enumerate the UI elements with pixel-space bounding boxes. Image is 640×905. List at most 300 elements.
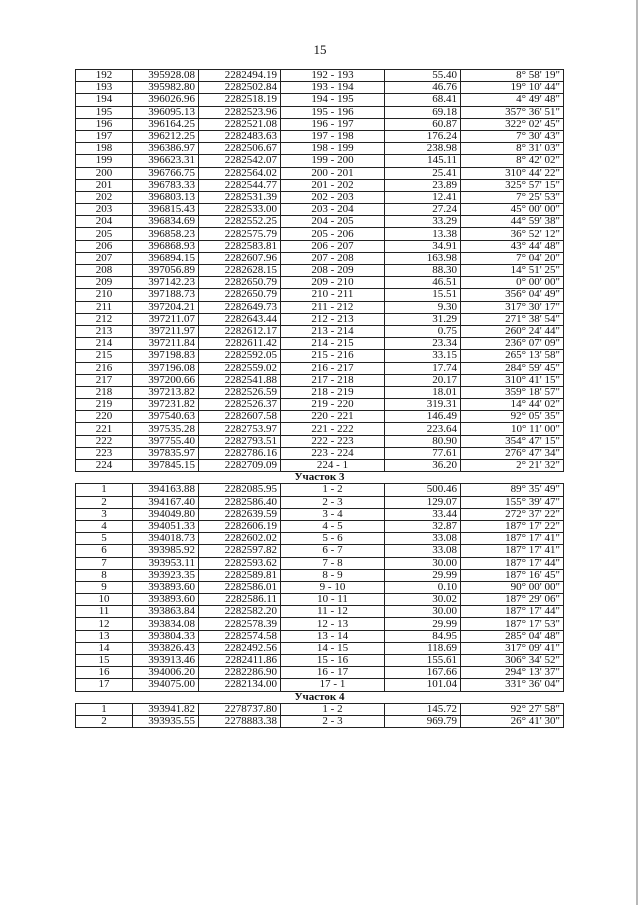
length: 23.89 (385, 179, 461, 191)
segment: 197 - 198 (281, 130, 385, 142)
table-row (76, 191, 564, 203)
length: 69.18 (385, 106, 461, 118)
x-coordinate: 397211.07 (133, 313, 199, 325)
y-coordinate: 2282134.00 (199, 679, 281, 691)
y-coordinate: 2282533.00 (199, 204, 281, 216)
point-number: 220 (76, 411, 133, 423)
x-coordinate: 393804.33 (133, 630, 199, 642)
y-coordinate: 2282492.56 (199, 642, 281, 654)
length: 29.99 (385, 569, 461, 581)
length: 15.51 (385, 289, 461, 301)
table-row (76, 252, 564, 264)
table-row (76, 679, 564, 691)
length: 9.30 (385, 301, 461, 313)
x-coordinate: 397835.97 (133, 447, 199, 459)
y-coordinate: 2282612.17 (199, 325, 281, 337)
segment: 201 - 202 (281, 179, 385, 191)
direction-angle: 92° 05' 35" (461, 411, 564, 423)
point-number: 10 (76, 594, 133, 606)
section-title: Участок 4 (76, 691, 564, 703)
direction-angle: 10° 11' 00" (461, 423, 564, 435)
table-row (76, 82, 564, 94)
table-row (76, 533, 564, 545)
point-number: 2 (76, 715, 133, 727)
segment: 14 - 15 (281, 642, 385, 654)
point-number: 208 (76, 265, 133, 277)
length: 46.76 (385, 82, 461, 94)
x-coordinate: 397196.08 (133, 362, 199, 374)
segment: 16 - 17 (281, 667, 385, 679)
direction-angle: 155° 39' 47" (461, 496, 564, 508)
point-number: 13 (76, 630, 133, 642)
direction-angle: 285° 04' 48" (461, 630, 564, 642)
point-number: 8 (76, 569, 133, 581)
point-number: 14 (76, 642, 133, 654)
x-coordinate: 394018.73 (133, 533, 199, 545)
point-number: 204 (76, 216, 133, 228)
length: 25.41 (385, 167, 461, 179)
point-number: 12 (76, 618, 133, 630)
direction-angle: 317° 09' 41" (461, 642, 564, 654)
direction-angle: 187° 17' 53" (461, 618, 564, 630)
segment: 220 - 221 (281, 411, 385, 423)
segment: 202 - 203 (281, 191, 385, 203)
y-coordinate: 2282575.79 (199, 228, 281, 240)
x-coordinate: 396868.93 (133, 240, 199, 252)
table-row (76, 301, 564, 313)
segment: 6 - 7 (281, 545, 385, 557)
x-coordinate: 396803.13 (133, 191, 199, 203)
point-number: 200 (76, 167, 133, 179)
table-row (76, 350, 564, 362)
length: 27.24 (385, 204, 461, 216)
table-row (76, 179, 564, 191)
table-row (76, 703, 564, 715)
y-coordinate: 2282552.25 (199, 216, 281, 228)
length: 55.40 (385, 70, 461, 82)
y-coordinate: 2282523.96 (199, 106, 281, 118)
y-coordinate: 2282582.20 (199, 606, 281, 618)
direction-angle: 306° 34' 52" (461, 655, 564, 667)
segment: 208 - 209 (281, 265, 385, 277)
length: 46.51 (385, 277, 461, 289)
direction-angle: 7° 30' 43" (461, 130, 564, 142)
length: 33.44 (385, 508, 461, 520)
x-coordinate: 397142.23 (133, 277, 199, 289)
direction-angle: 331° 36' 04" (461, 679, 564, 691)
segment: 210 - 211 (281, 289, 385, 301)
y-coordinate: 2282709.09 (199, 460, 281, 472)
table-row (76, 313, 564, 325)
point-number: 201 (76, 179, 133, 191)
x-coordinate: 394163.88 (133, 484, 199, 496)
table-row (76, 496, 564, 508)
direction-angle: 271° 38' 54" (461, 313, 564, 325)
y-coordinate: 2282578.39 (199, 618, 281, 630)
point-number: 1 (76, 703, 133, 715)
point-number: 192 (76, 70, 133, 82)
y-coordinate: 2282526.37 (199, 399, 281, 411)
point-number: 207 (76, 252, 133, 264)
direction-angle: 284° 59' 45" (461, 362, 564, 374)
direction-angle: 322° 02' 45" (461, 118, 564, 130)
length: 12.41 (385, 191, 461, 203)
table-row (76, 130, 564, 142)
x-coordinate: 396623.31 (133, 155, 199, 167)
segment: 9 - 10 (281, 581, 385, 593)
table-row (76, 423, 564, 435)
y-coordinate: 2282592.05 (199, 350, 281, 362)
segment: 7 - 8 (281, 557, 385, 569)
x-coordinate: 393953.11 (133, 557, 199, 569)
segment: 218 - 219 (281, 386, 385, 398)
x-coordinate: 393893.60 (133, 581, 199, 593)
direction-angle: 45° 00' 00" (461, 204, 564, 216)
table-row (76, 386, 564, 398)
table-row (76, 277, 564, 289)
x-coordinate: 396815.43 (133, 204, 199, 216)
segment: 223 - 224 (281, 447, 385, 459)
y-coordinate: 2282544.77 (199, 179, 281, 191)
x-coordinate: 396858.23 (133, 228, 199, 240)
length: 33.08 (385, 533, 461, 545)
scan-edge (636, 0, 638, 905)
point-number: 9 (76, 581, 133, 593)
segment: 204 - 205 (281, 216, 385, 228)
x-coordinate: 394075.00 (133, 679, 199, 691)
point-number: 199 (76, 155, 133, 167)
table-row (76, 155, 564, 167)
y-coordinate: 2282559.02 (199, 362, 281, 374)
direction-angle: 187° 16' 45" (461, 569, 564, 581)
length: 17.74 (385, 362, 461, 374)
x-coordinate: 397198.83 (133, 350, 199, 362)
x-coordinate: 394006.20 (133, 667, 199, 679)
point-number: 219 (76, 399, 133, 411)
y-coordinate: 2278883.38 (199, 715, 281, 727)
segment: 199 - 200 (281, 155, 385, 167)
y-coordinate: 2282639.59 (199, 508, 281, 520)
table-row (76, 447, 564, 459)
table-row (76, 106, 564, 118)
table-row (76, 545, 564, 557)
x-coordinate: 397188.73 (133, 289, 199, 301)
length: 163.98 (385, 252, 461, 264)
direction-angle: 359° 18' 57" (461, 386, 564, 398)
direction-angle: 310° 41' 15" (461, 374, 564, 386)
table-row (76, 594, 564, 606)
table-row (76, 484, 564, 496)
table-row (76, 70, 564, 82)
table-row (76, 240, 564, 252)
direction-angle: 26° 41' 30" (461, 715, 564, 727)
x-coordinate: 397213.82 (133, 386, 199, 398)
direction-angle: 294° 13' 37" (461, 667, 564, 679)
direction-angle: 187° 29' 06" (461, 594, 564, 606)
segment: 4 - 5 (281, 520, 385, 532)
point-number: 214 (76, 338, 133, 350)
length: 223.64 (385, 423, 461, 435)
length: 36.20 (385, 460, 461, 472)
direction-angle: 187° 17' 41" (461, 545, 564, 557)
y-coordinate: 2282586.01 (199, 581, 281, 593)
point-number: 215 (76, 350, 133, 362)
point-number: 16 (76, 667, 133, 679)
y-coordinate: 2282494.19 (199, 70, 281, 82)
x-coordinate: 397204.21 (133, 301, 199, 313)
direction-angle: 354° 47' 15" (461, 435, 564, 447)
x-coordinate: 397231.82 (133, 399, 199, 411)
point-number: 198 (76, 143, 133, 155)
point-number: 197 (76, 130, 133, 142)
y-coordinate: 2282650.79 (199, 289, 281, 301)
direction-angle: 90° 00' 00" (461, 581, 564, 593)
y-coordinate: 2282607.58 (199, 411, 281, 423)
length: 33.29 (385, 216, 461, 228)
direction-angle: 14° 51' 25" (461, 265, 564, 277)
length: 118.69 (385, 642, 461, 654)
point-number: 3 (76, 508, 133, 520)
length: 0.75 (385, 325, 461, 337)
x-coordinate: 393985.92 (133, 545, 199, 557)
segment: 224 - 1 (281, 460, 385, 472)
x-coordinate: 393834.08 (133, 618, 199, 630)
point-number: 209 (76, 277, 133, 289)
point-number: 196 (76, 118, 133, 130)
y-coordinate: 2282589.81 (199, 569, 281, 581)
point-number: 222 (76, 435, 133, 447)
y-coordinate: 2282542.07 (199, 155, 281, 167)
x-coordinate: 396026.96 (133, 94, 199, 106)
length: 30.02 (385, 594, 461, 606)
point-number: 202 (76, 191, 133, 203)
point-number: 1 (76, 484, 133, 496)
segment: 10 - 11 (281, 594, 385, 606)
x-coordinate: 397211.84 (133, 338, 199, 350)
point-number: 218 (76, 386, 133, 398)
segment: 2 - 3 (281, 715, 385, 727)
y-coordinate: 2282593.62 (199, 557, 281, 569)
direction-angle: 8° 42' 02" (461, 155, 564, 167)
point-number: 5 (76, 533, 133, 545)
segment: 221 - 222 (281, 423, 385, 435)
direction-angle: 8° 31' 03" (461, 143, 564, 155)
x-coordinate: 397056.89 (133, 265, 199, 277)
point-number: 217 (76, 374, 133, 386)
x-coordinate: 396386.97 (133, 143, 199, 155)
table-row (76, 228, 564, 240)
direction-angle: 357° 36' 51" (461, 106, 564, 118)
x-coordinate: 393935.55 (133, 715, 199, 727)
table-row (76, 374, 564, 386)
point-number: 4 (76, 520, 133, 532)
y-coordinate: 2282574.58 (199, 630, 281, 642)
segment: 212 - 213 (281, 313, 385, 325)
length: 129.07 (385, 496, 461, 508)
y-coordinate: 2282506.67 (199, 143, 281, 155)
length: 77.61 (385, 447, 461, 459)
segment: 211 - 212 (281, 301, 385, 313)
point-number: 224 (76, 460, 133, 472)
x-coordinate: 397535.28 (133, 423, 199, 435)
length: 68.41 (385, 94, 461, 106)
length: 101.04 (385, 679, 461, 691)
x-coordinate: 394049.80 (133, 508, 199, 520)
segment: 205 - 206 (281, 228, 385, 240)
table-row (76, 606, 564, 618)
table-row (76, 460, 564, 472)
y-coordinate: 2282286.90 (199, 667, 281, 679)
segment: 206 - 207 (281, 240, 385, 252)
y-coordinate: 2278737.80 (199, 703, 281, 715)
table-row (76, 557, 564, 569)
length: 167.66 (385, 667, 461, 679)
length: 23.34 (385, 338, 461, 350)
direction-angle: 92° 27' 58" (461, 703, 564, 715)
direction-angle: 44° 59' 38" (461, 216, 564, 228)
segment: 213 - 214 (281, 325, 385, 337)
x-coordinate: 393893.60 (133, 594, 199, 606)
length: 31.29 (385, 313, 461, 325)
segment: 209 - 210 (281, 277, 385, 289)
length: 60.87 (385, 118, 461, 130)
point-number: 203 (76, 204, 133, 216)
segment: 1 - 2 (281, 484, 385, 496)
point-number: 15 (76, 655, 133, 667)
table-row (76, 325, 564, 337)
direction-angle: 356° 04' 49" (461, 289, 564, 301)
segment: 207 - 208 (281, 252, 385, 264)
x-coordinate: 396095.13 (133, 106, 199, 118)
length: 32.87 (385, 520, 461, 532)
segment: 203 - 204 (281, 204, 385, 216)
y-coordinate: 2282607.96 (199, 252, 281, 264)
direction-angle: 19° 10' 44" (461, 82, 564, 94)
point-number: 17 (76, 679, 133, 691)
x-coordinate: 396212.25 (133, 130, 199, 142)
table-row (76, 508, 564, 520)
y-coordinate: 2282531.39 (199, 191, 281, 203)
table-row (76, 204, 564, 216)
y-coordinate: 2282611.42 (199, 338, 281, 350)
table-row (76, 618, 564, 630)
y-coordinate: 2282085.95 (199, 484, 281, 496)
direction-angle: 187° 17' 44" (461, 557, 564, 569)
length: 29.99 (385, 618, 461, 630)
direction-angle: 2° 21' 32" (461, 460, 564, 472)
segment: 215 - 216 (281, 350, 385, 362)
segment: 198 - 199 (281, 143, 385, 155)
y-coordinate: 2282606.19 (199, 520, 281, 532)
length: 176.24 (385, 130, 461, 142)
length: 238.98 (385, 143, 461, 155)
point-number: 211 (76, 301, 133, 313)
length: 969.79 (385, 715, 461, 727)
point-number: 195 (76, 106, 133, 118)
length: 84.95 (385, 630, 461, 642)
direction-angle: 4° 49' 48" (461, 94, 564, 106)
x-coordinate: 395982.80 (133, 82, 199, 94)
segment: 17 - 1 (281, 679, 385, 691)
segment: 193 - 194 (281, 82, 385, 94)
point-number: 6 (76, 545, 133, 557)
length: 18.01 (385, 386, 461, 398)
length: 34.91 (385, 240, 461, 252)
length: 30.00 (385, 606, 461, 618)
segment: 214 - 215 (281, 338, 385, 350)
x-coordinate: 396766.75 (133, 167, 199, 179)
x-coordinate: 394167.40 (133, 496, 199, 508)
length: 500.46 (385, 484, 461, 496)
segment: 1 - 2 (281, 703, 385, 715)
length: 33.15 (385, 350, 461, 362)
direction-angle: 260° 24' 44" (461, 325, 564, 337)
table-row (76, 399, 564, 411)
page-number: 15 (313, 42, 327, 57)
segment: 192 - 193 (281, 70, 385, 82)
length: 88.30 (385, 265, 461, 277)
length: 30.00 (385, 557, 461, 569)
x-coordinate: 397755.40 (133, 435, 199, 447)
segment: 219 - 220 (281, 399, 385, 411)
table-row (76, 338, 564, 350)
section-title: Участок 3 (76, 472, 564, 484)
point-number: 213 (76, 325, 133, 337)
point-number: 212 (76, 313, 133, 325)
y-coordinate: 2282521.08 (199, 118, 281, 130)
x-coordinate: 396164.25 (133, 118, 199, 130)
point-number: 7 (76, 557, 133, 569)
length: 146.49 (385, 411, 461, 423)
table-row (76, 265, 564, 277)
table-row (76, 143, 564, 155)
direction-angle: 8° 58' 19" (461, 70, 564, 82)
table-row (76, 216, 564, 228)
x-coordinate: 393913.46 (133, 655, 199, 667)
segment: 222 - 223 (281, 435, 385, 447)
y-coordinate: 2282411.86 (199, 655, 281, 667)
segment: 13 - 14 (281, 630, 385, 642)
y-coordinate: 2282786.16 (199, 447, 281, 459)
point-number: 205 (76, 228, 133, 240)
y-coordinate: 2282649.73 (199, 301, 281, 313)
direction-angle: 325° 57' 15" (461, 179, 564, 191)
direction-angle: 7° 25' 53" (461, 191, 564, 203)
segment: 3 - 4 (281, 508, 385, 520)
segment: 11 - 12 (281, 606, 385, 618)
table-row (76, 94, 564, 106)
table-row (76, 362, 564, 374)
coordinates-table (75, 69, 564, 728)
segment: 12 - 13 (281, 618, 385, 630)
point-number: 206 (76, 240, 133, 252)
x-coordinate: 395928.08 (133, 70, 199, 82)
segment: 5 - 6 (281, 533, 385, 545)
x-coordinate: 396834.69 (133, 216, 199, 228)
table-row (76, 569, 564, 581)
direction-angle: 7° 04' 20" (461, 252, 564, 264)
direction-angle: 187° 17' 41" (461, 533, 564, 545)
point-number: 210 (76, 289, 133, 301)
x-coordinate: 393923.35 (133, 569, 199, 581)
y-coordinate: 2282564.02 (199, 167, 281, 179)
direction-angle: 236° 07' 09" (461, 338, 564, 350)
length: 319.31 (385, 399, 461, 411)
section-header-row (76, 472, 564, 484)
point-number: 221 (76, 423, 133, 435)
y-coordinate: 2282586.40 (199, 496, 281, 508)
x-coordinate: 394051.33 (133, 520, 199, 532)
